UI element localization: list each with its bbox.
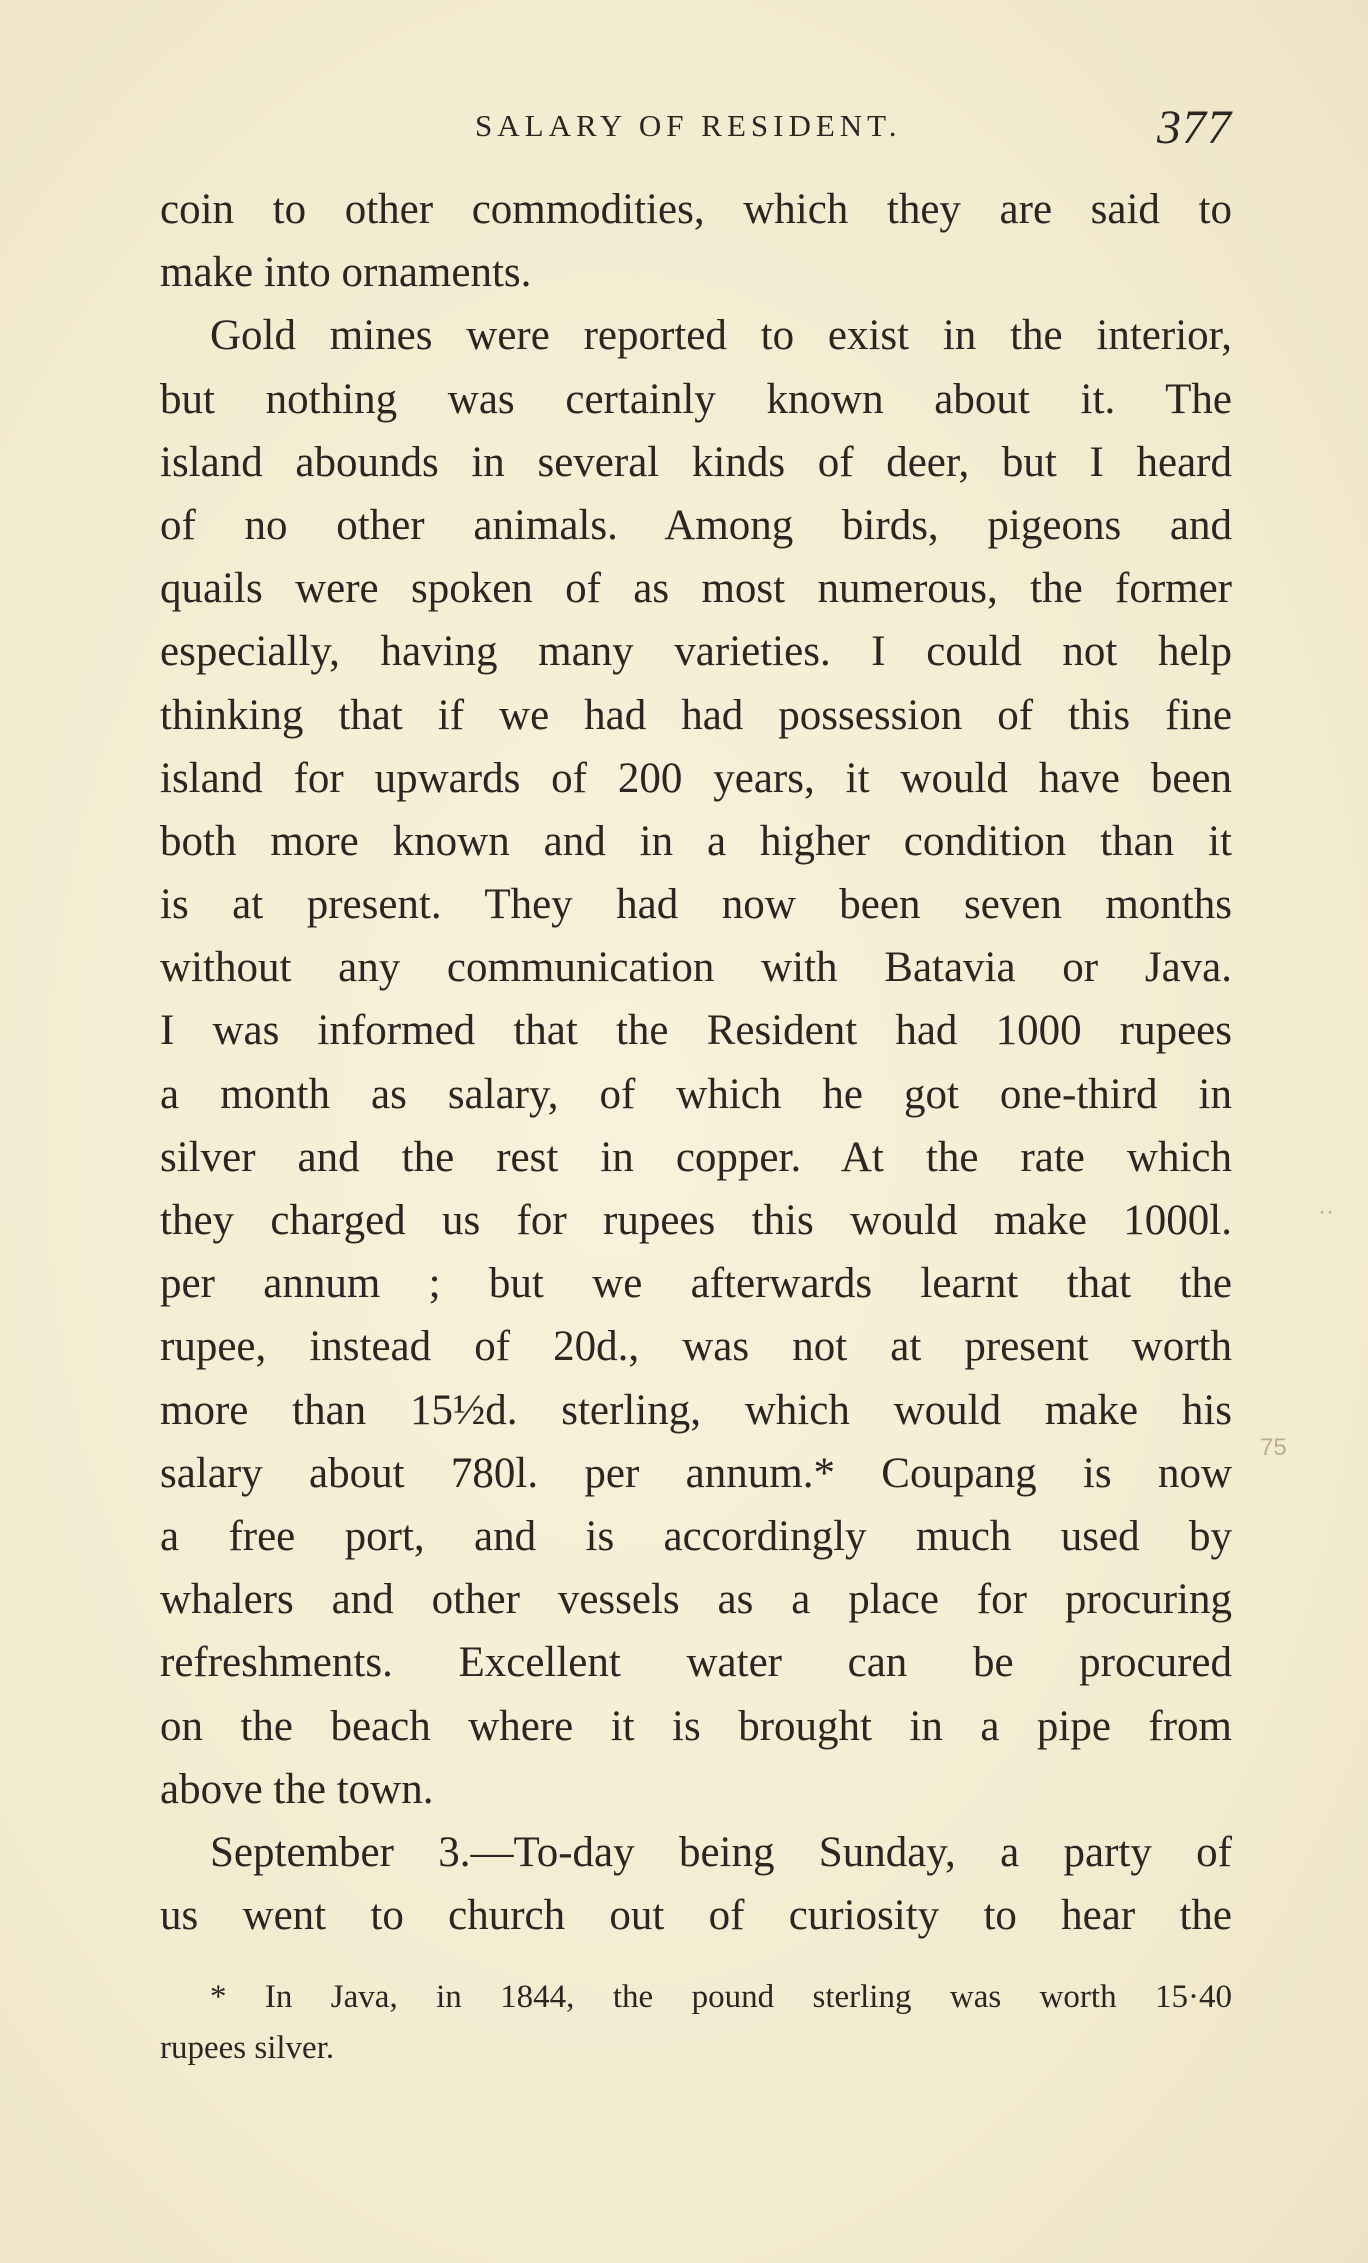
- text-line: both more known and in a higher condition than it: [160, 817, 1232, 865]
- text-line: make into ornaments.: [160, 249, 532, 297]
- text-line: but nothing was certainly known about it. The: [160, 375, 1232, 423]
- text-line: on the beach where it is brought in a pipe from: [160, 1702, 1232, 1750]
- text-line: quails were spoken of as most numerous, the former: [160, 565, 1232, 613]
- text-line: refreshments. Excellent water can be procured: [160, 1639, 1232, 1687]
- text-line: silver and the rest in copper. At the rate which: [160, 1133, 1232, 1181]
- page-header: [160, 100, 1232, 160]
- text-line: whalers and other vessels as a place for procuring: [160, 1576, 1232, 1624]
- text-line: September 3.—To-day being Sunday, a party of: [210, 1828, 1232, 1876]
- text-line: island for upwards of 200 years, it would have been: [160, 754, 1232, 802]
- text-line: us went to church out of curiosity to hear the: [160, 1892, 1232, 1940]
- text-line: I was informed that the Resident had 1000 rupees: [160, 1007, 1232, 1055]
- footnote-line: rupees silver.: [160, 2030, 335, 2066]
- text-line: per annum ; but we afterwards learnt that the: [160, 1260, 1232, 1308]
- text-line: a free port, and is accordingly much used by: [160, 1512, 1232, 1560]
- text-line: above the town.: [160, 1765, 434, 1813]
- margin-mark: ··: [1318, 1198, 1334, 1225]
- text-line: especially, having many varieties. I could not help: [160, 628, 1232, 676]
- text-line: they charged us for rupees this would make 1000l.: [160, 1197, 1232, 1244]
- running-head: SALARY OF RESIDENT.: [475, 108, 902, 143]
- text-line: rupee, instead of 20d., was not at present worth: [160, 1323, 1232, 1371]
- text-line: without any communication with Batavia or Java.: [160, 944, 1232, 992]
- text-line: more than 15½d. sterling, which would make his: [160, 1386, 1232, 1434]
- body-text: [160, 178, 1232, 1947]
- text-line: thinking that if we had had possession of this fine: [160, 691, 1232, 739]
- footnote: [160, 1972, 1232, 2074]
- text-line: Gold mines were reported to exist in the interior,: [210, 312, 1232, 360]
- footnote-line: * In Java, in 1844, the pound sterling was worth 15·40: [210, 1979, 1232, 2015]
- text-line: is at present. They had now been seven months: [160, 881, 1232, 929]
- text-line: of no other animals. Among birds, pigeons and: [160, 501, 1232, 549]
- page-number: 377: [1157, 101, 1232, 154]
- text-line: salary about 780l. per annum.* Coupang is now: [160, 1449, 1232, 1497]
- margin-mark: 75: [1260, 1434, 1287, 1461]
- text-line: island abounds in several kinds of deer, but I heard: [160, 438, 1232, 486]
- text-line: a month as salary, of which he got one-third in: [160, 1070, 1232, 1118]
- text-line: coin to other commodities, which they are said to: [160, 186, 1232, 233]
